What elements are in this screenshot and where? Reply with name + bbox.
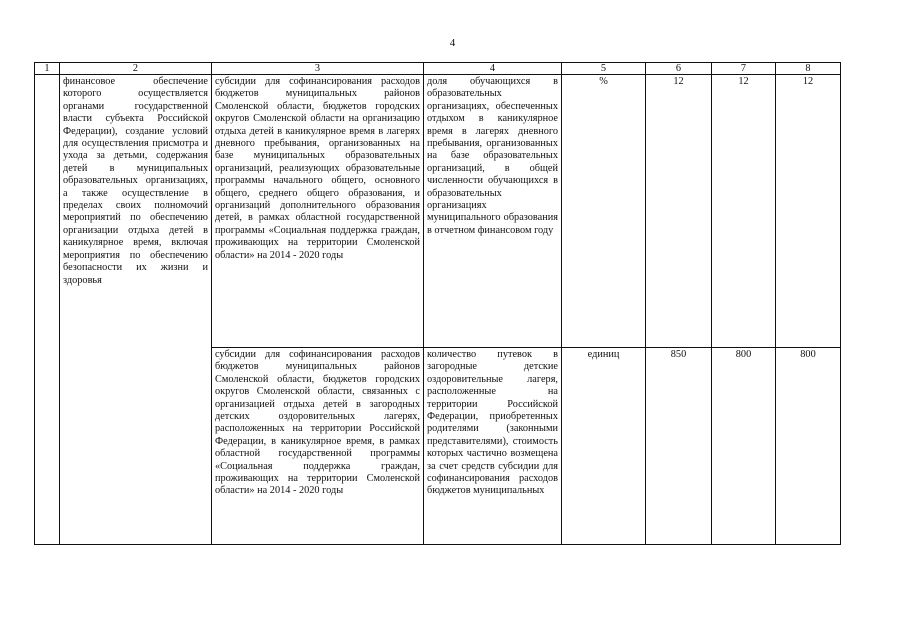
column-number-3: 3 (212, 63, 424, 75)
value-cell-8: 800 (776, 348, 841, 545)
unit-cell: % (562, 75, 646, 348)
task-description-cell: финансовое обеспечение которого осуществляется органами государственной власти субъекта Российской Федерации), создание условий для осуществления присмотра и ухода за детьми, содержания детей в муниципальных образовательных организациях, а также осуществление в пределах своих полномочий мероприятий по обеспечению организации отдыха детей в каникулярное время, включая мероприятия по обеспечению безопасности их жизни и здоровья (60, 75, 212, 545)
column-number-4: 4 (424, 63, 562, 75)
value-cell-6: 12 (646, 75, 712, 348)
value-cell-8: 12 (776, 75, 841, 348)
column-number-2: 2 (60, 63, 212, 75)
value-cell-6: 850 (646, 348, 712, 545)
measure-cell: субсидии для софинансирования расходов бюджетов муниципальных районов Смоленской области, бюджетов городских округов Смоленской области, связанных с организацией отдыха детей в загородных детских оздоровительных лагерях, расположенных на территории Российской Федерации, в каникулярное время, в рамках областной государственной программы «Социальная поддержка граждан, проживающих на территории Смоленской области» на 2014 - 2020 годы (212, 348, 424, 545)
row-number-cell (35, 75, 60, 545)
program-table (34, 62, 841, 545)
value-cell-7: 800 (712, 348, 776, 545)
column-number-8: 8 (776, 63, 841, 75)
column-number-6: 6 (646, 63, 712, 75)
measure-cell: субсидии для софинансирования расходов бюджетов муниципальных районов Смоленской области, бюджетов городских округов Смоленской области на организацию отдыха детей в каникулярное время в лагерях дневного пребывания, организованных на базе муниципальных образовательных организаций, реализующих образовательные программы начального общего, основного общего, среднего общего образования, и организаций дополнительного образования детей, в рамках областной государственной программы «Социальная поддержка граждан, проживающих на территории Смоленской области» на 2014 - 2020 годы (212, 75, 424, 348)
value-cell-7: 12 (712, 75, 776, 348)
indicator-cell: количество путевок в загородные детские оздоровительные лагеря, расположенные на территории Российской Федерации, приобретенных родителями (законными представителями), стоимость которых частично возмещена за счет средств субсидии для софинансирования расходов бюджетов муниципальных (424, 348, 562, 545)
table-header-row (35, 63, 841, 75)
indicator-cell: доля обучающихся в образовательных организациях, обеспеченных отдыхом в каникулярное время в лагерях дневного пребывания, организованных на базе образовательных организаций, в общей численности обучающихся в образовательных организациях муниципального образования в отчетном финансовом году (424, 75, 562, 348)
column-number-7: 7 (712, 63, 776, 75)
unit-cell: единиц (562, 348, 646, 545)
page-number: 4 (449, 37, 456, 49)
table-row (35, 75, 841, 348)
column-number-5: 5 (562, 63, 646, 75)
column-number-1: 1 (35, 63, 60, 75)
